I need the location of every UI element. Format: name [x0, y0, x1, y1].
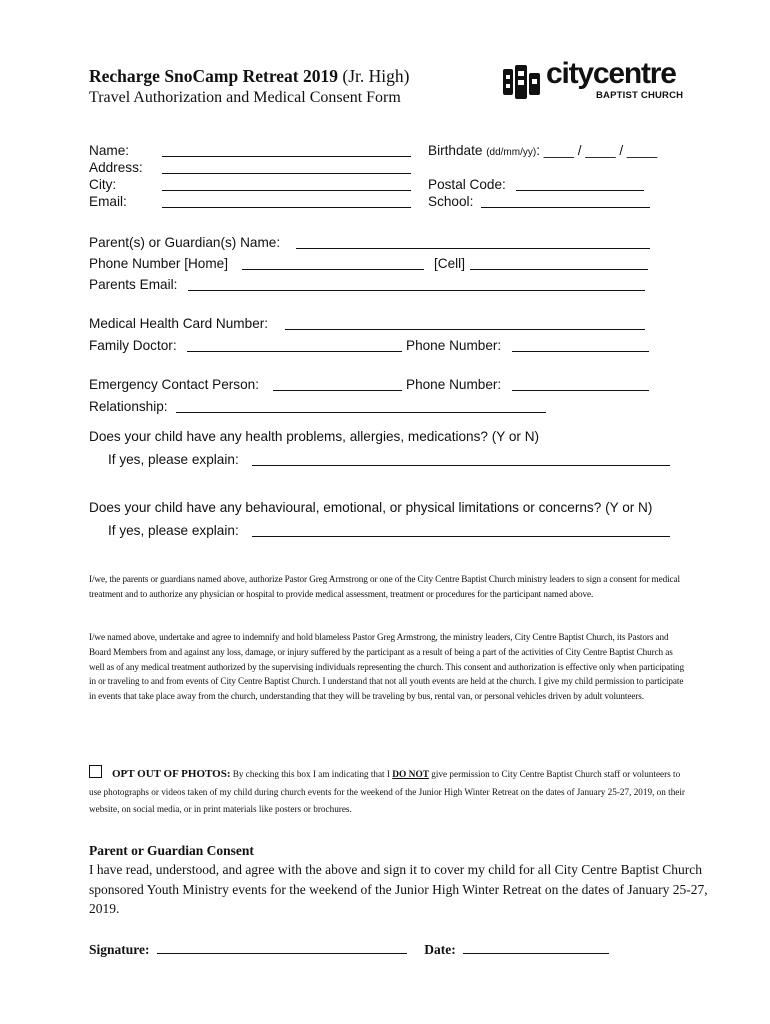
signature-row — [89, 941, 609, 958]
health-explain-label: If yes, please explain: — [108, 452, 239, 467]
address-label: Address: — [89, 160, 143, 175]
family-doctor-field[interactable] — [187, 339, 402, 352]
form-subtitle: Travel Authorization and Medical Consent Form — [89, 89, 401, 106]
city-skyline-logo-icon — [502, 63, 542, 101]
parents-name-label: Parent(s) or Guardian(s) Name: — [89, 235, 281, 250]
doctor-phone-field[interactable] — [512, 339, 649, 352]
family-doctor-label: Family Doctor: — [89, 338, 177, 353]
birthdate-blanks[interactable]: : ____ / ____ / ____ — [536, 143, 658, 158]
health-explain-field[interactable] — [252, 453, 670, 466]
school-field[interactable] — [481, 195, 650, 208]
logo-wordmark: citycentre — [546, 57, 676, 90]
address-field[interactable] — [162, 161, 411, 174]
signature-label: Signature: — [89, 942, 150, 957]
church-logo — [502, 57, 692, 105]
signature-field[interactable] — [157, 941, 407, 954]
authorization-paragraph: I/we, the parents or guardians named above, authorize Pastor Greg Armstrong or one of the City Centre Baptist Church ministry leaders to sign a consent for medical treatment and to authorize any physician or hospital to provide medical assessment, treatment or procedures for the participant named above. — [89, 574, 680, 599]
email-field[interactable] — [162, 195, 411, 208]
consent-body: I have read, understood, and agree with the above and sign it to cover my child for all City Centre Baptist Church sponsored Youth Ministry events for the weekend of the Junior High Winter Retreat on the dates of January 25-27, 2019. — [89, 862, 708, 916]
parents-name-field[interactable] — [296, 236, 650, 249]
opt-out-checkbox[interactable] — [89, 765, 102, 778]
behaviour-question: Does your child have any behavioural, emotional, or physical limitations or concerns? (Y or N) — [89, 500, 653, 515]
opt-out-text-before: By checking this box I am indicating that I — [232, 769, 390, 779]
emergency-phone-label: Phone Number: — [406, 377, 502, 392]
parents-email-label: Parents Email: — [89, 277, 178, 292]
cell-field[interactable] — [470, 257, 648, 270]
phone-home-field[interactable] — [242, 257, 424, 270]
emergency-contact-field[interactable] — [273, 378, 402, 391]
health-question: Does your child have any health problems, allergies, medications? (Y or N) — [89, 429, 540, 444]
name-label: Name: — [89, 143, 130, 158]
doctor-phone-label: Phone Number: — [406, 338, 502, 353]
emergency-phone-field[interactable] — [512, 378, 649, 391]
title-main: Recharge SnoCamp Retreat 2019 — [89, 66, 339, 86]
date-label: Date: — [424, 942, 456, 957]
indemnity-paragraph: I/we named above, undertake and agree to indemnify and hold blameless Pastor Greg Armstrong, the ministry leaders, City Centre Baptist Church, its Pastors and Board Members from and against any loss, damage, or injury suffered by the participant as a result of being a part of the activities of City Centre Baptist Church as well as of any medical treatment authorized by the supervising individuals representing the church. This consent and authorization is effective only when participating in or traveling to and from events of City Centre Baptist Church. I understand that not all youth events are held at the church. I give my child permission to participate in events that take place away from the church, understanding that they will be traveling by bus, rental van, or personal vehicles driven by adult volunteers. — [89, 632, 685, 702]
school-label: School: — [428, 194, 474, 209]
health-card-label: Medical Health Card Number: — [89, 316, 269, 331]
city-label: City: — [89, 177, 117, 192]
logo-tagline: BAPTIST CHURCH — [596, 90, 684, 101]
birthdate-label — [428, 143, 657, 158]
relationship-field[interactable] — [176, 400, 546, 413]
emergency-contact-label: Emergency Contact Person: — [89, 377, 260, 392]
form-title — [89, 66, 409, 87]
name-field[interactable] — [162, 144, 411, 157]
city-field[interactable] — [162, 178, 411, 191]
opt-out-heading: OPT OUT OF PHOTOS: — [112, 768, 231, 780]
behaviour-explain-label: If yes, please explain: — [108, 523, 239, 538]
consent-heading: Parent or Guardian Consent — [89, 843, 254, 858]
cell-label: [Cell] — [434, 256, 465, 271]
opt-out-text-after: give permission to City Centre Baptist Church staff or volunteers to use photographs or videos taken of my child during church events for the weekend of the Junior High Winter Retreat on the dates of January 25-27, 2019, on their website, on social media, or in print materials like posters or brochures. — [89, 769, 685, 814]
opt-out-section — [89, 765, 689, 818]
birthdate-format: (dd/mm/yy) — [486, 147, 537, 158]
parents-email-field[interactable] — [188, 278, 645, 291]
phone-home-label: Phone Number [Home] — [89, 256, 229, 271]
date-field[interactable] — [463, 941, 609, 954]
opt-out-emphasis: DO NOT — [392, 770, 429, 780]
postal-code-field[interactable] — [516, 178, 644, 191]
relationship-label: Relationship: — [89, 399, 168, 414]
postal-code-label: Postal Code: — [428, 177, 506, 192]
birthdate-text: Birthdate — [428, 143, 483, 158]
health-card-field[interactable] — [285, 317, 645, 330]
title-suffix: (Jr. High) — [342, 66, 410, 86]
behaviour-explain-field[interactable] — [252, 524, 670, 537]
email-label: Email: — [89, 194, 127, 209]
